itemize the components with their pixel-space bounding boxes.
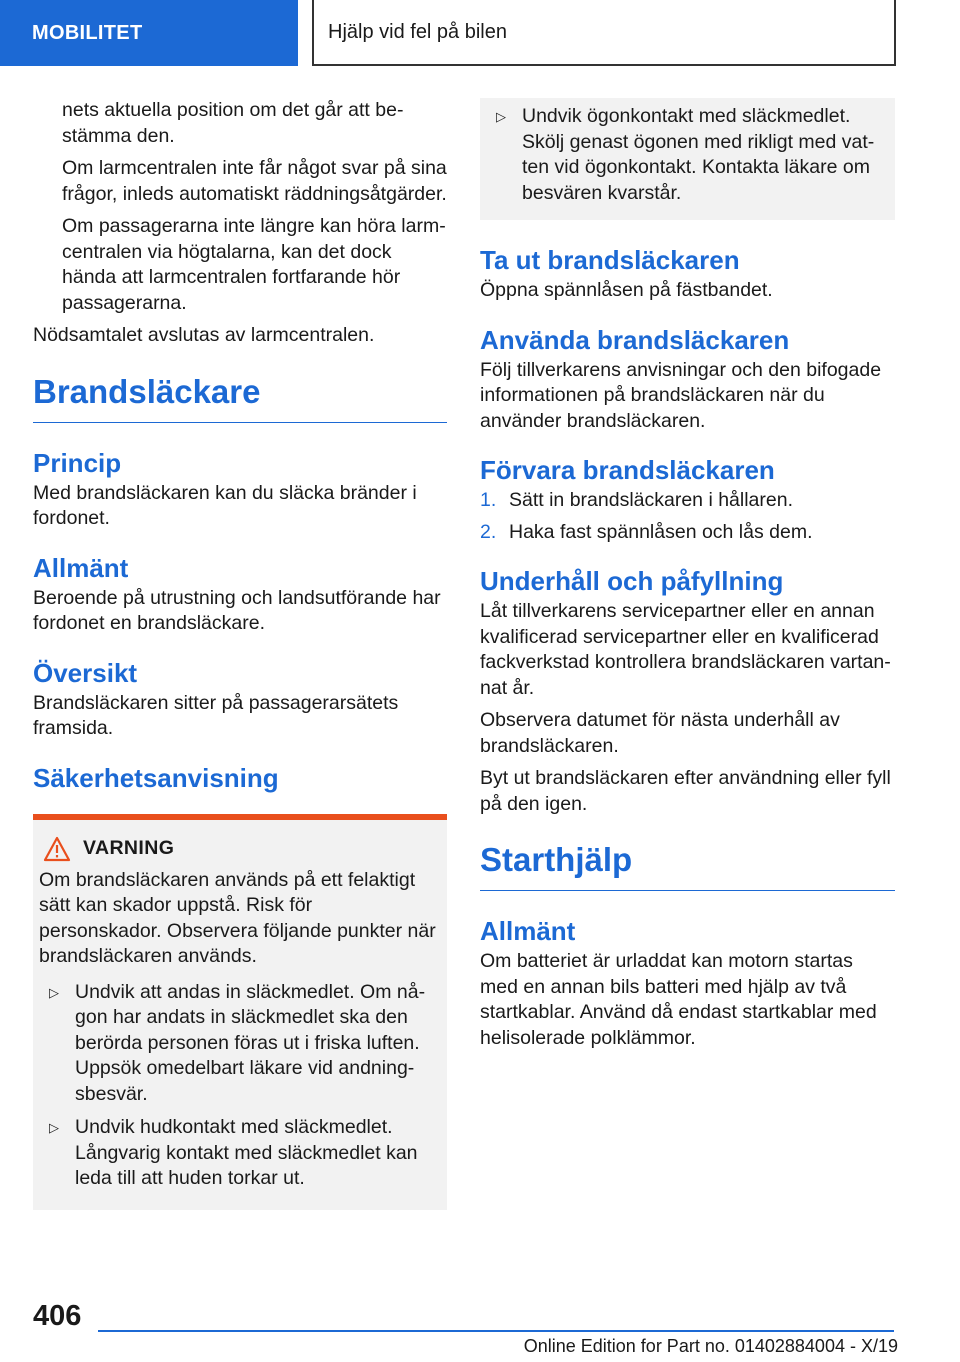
allmant-text: Beroende på utrustning och landsutförande har fordonet en brandsläckare. — [33, 586, 441, 634]
warning-text: Om brandsläckaren används på ett felaktigt sätt kan skador uppstå. Risk för personskador. Observera följande punkter när brandsläckaren används. — [39, 868, 436, 967]
anvanda-text: Följ tillverkarens anvisningar och den bifogade informationen på brandsläckaren när du använder brandsläckaren. — [480, 358, 882, 432]
triangle-bullet-icon: ▷ — [49, 984, 59, 1000]
bullet-text: Undvik att andas in släckmedlet. Om någon har andats in släckmedlet ska den berörda personen föras ut i friska luften. Uppsök omedelbart läkare vid andningsbesvär. — [75, 980, 426, 1105]
page-header — [0, 0, 960, 66]
warning-triangle-icon — [43, 836, 71, 862]
right-column — [480, 98, 895, 1058]
closing-paragraph: Nödsamtalet avslutas av larmcentralen. — [33, 324, 375, 346]
warning-bullet — [486, 104, 887, 206]
intro-paragraph: Om passagerarna inte längre kan höra larmcentralen via högtalarna, kan det dock hända att larmcentralen fortfarande hör passagerarna. — [62, 215, 446, 314]
step-text: Sätt in brandsläckaren i hållaren. — [509, 489, 793, 511]
heading-oversikt: Översikt — [33, 657, 138, 688]
triangle-bullet-icon: ▷ — [49, 1120, 59, 1135]
princip-text: Med brandsläckaren kan du släcka bränder i fordonet. — [33, 481, 417, 529]
underhall-text: Observera datumet för nästa underhåll av brandsläckaren. — [480, 709, 840, 757]
warning-box — [33, 814, 447, 1210]
step-item — [480, 488, 895, 514]
page-number: 406 — [33, 1300, 82, 1332]
heading-forvara: Förvara brandsläckaren — [480, 455, 775, 485]
heading-brandslackare: Brandsläckare — [33, 373, 447, 423]
heading-starthjalp: Starthjälp — [480, 841, 895, 891]
page-footer — [0, 1290, 960, 1362]
heading-allmant-start: Allmänt — [480, 916, 576, 946]
step-text: Haka fast spännlåsen och lås dem. — [509, 520, 813, 543]
triangle-bullet-icon: ▷ — [496, 109, 506, 124]
underhall-text: Byt ut brandsläckaren efter användning eller fyll på den igen. — [480, 767, 891, 815]
section-tab: MOBILITET — [0, 0, 298, 66]
step-item — [480, 520, 895, 546]
intro-paragraph: nets aktuella position om det går att bestämma den. — [62, 99, 404, 147]
ta-ut-text: Öppna spännlåsen på fästbandet. — [480, 279, 773, 301]
heading-princip: Princip — [33, 447, 122, 478]
edition-text: Online Edition for Part no. 01402884004 - X/19 — [523, 1336, 898, 1356]
heading-ta-ut: Ta ut brandsläckaren — [480, 245, 740, 275]
bullet-text: Undvik ögonkontakt med släckmedlet. Skölj genast ögonen med rikligt med vatten vid ögonkontakt. Kontakta läkare om besvären kvarstår. — [522, 105, 875, 204]
warning-bullet — [39, 980, 439, 1108]
heading-allmant: Allmänt — [33, 552, 129, 583]
warning-bullet — [39, 1115, 439, 1192]
bullet-text: Undvik hudkontakt med släckmedlet. Långvarig kontakt med släckmedlet kan leda till att huden torkar ut. — [75, 1116, 418, 1189]
footer-divider — [98, 1330, 894, 1332]
chapter-title: Hjälp vid fel på bilen — [312, 0, 896, 66]
heading-underhall: Underhåll och påfyllning — [480, 566, 784, 596]
allmant-start-text: Om batteriet är urladdat kan motorn startas med en annan bils batteri med hjälp av två startkablar. Använd då endast startkablar med helisolerade polklämmor. — [480, 950, 877, 1049]
step-number: 1. — [480, 489, 497, 511]
warning-label: VARNING — [83, 836, 175, 859]
oversikt-text: Brandsläckaren sitter på passagerarsätets framsida. — [33, 691, 399, 739]
step-number: 2. — [480, 520, 497, 543]
forvara-steps — [480, 488, 895, 545]
left-column — [33, 98, 447, 1210]
underhall-text: Låt tillverkarens servicepartner eller en annan kvalificerad servicepartner eller en kvalificerad fackverkstad kontrollera brandsläckaren vartannat år. — [480, 600, 891, 699]
warning-box-continued — [480, 98, 895, 220]
heading-anvanda: Använda brandsläckaren — [480, 324, 790, 355]
heading-sakerhetsanvisning: Säkerhetsanvisning — [33, 762, 279, 793]
intro-paragraph: Om larmcentralen inte får något svar på sina frågor, inleds automatiskt räddningsåtgärder. — [62, 157, 447, 205]
